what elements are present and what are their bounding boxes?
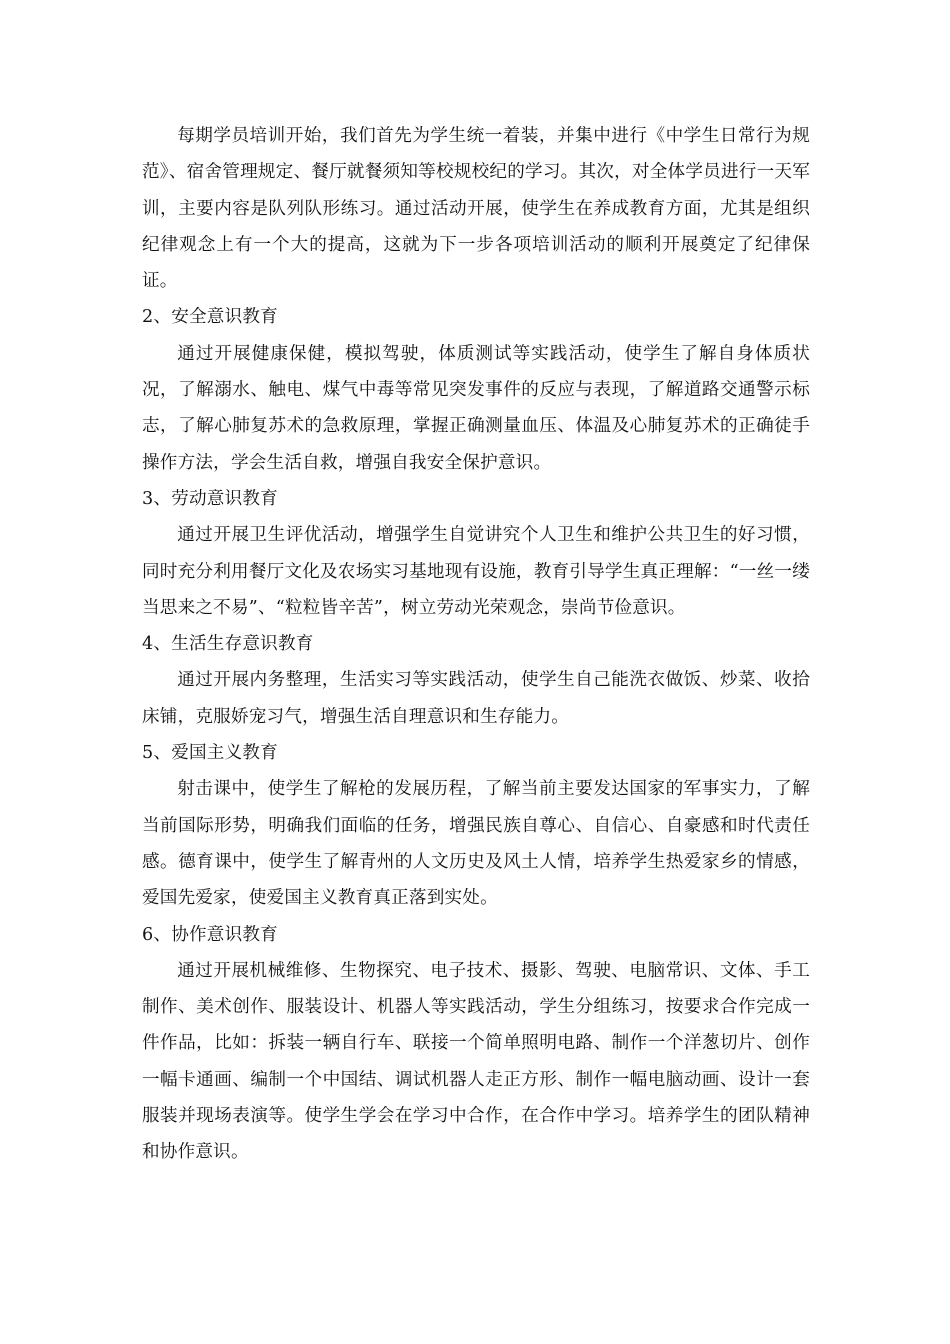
section-heading-patriotism: 5、爱国主义教育 xyxy=(142,743,278,764)
section-body-life-survival: 通过开展内务整理，生活实习等实践活动，使学生自己能洗衣做饭、炒菜、收拾床铺，克服娇宠习气，增强生活自理意识和生存能力。 xyxy=(142,670,810,727)
section-body-cooperation: 通过开展机械维修、生物探究、电子技术、摄影、驾驶、电脑常识、文体、手工制作、美术创作、服装设计、机器人等实践活动，学生分组练习，按要求合作完成一件作品，比如：拆装一辆自行车、联接一个简单照明电路、制作一个洋葱切片、创作一幅卡通画、编制一个中国结、调试机器人走正方形、制作一幅电脑动画、设计一套服装并现场表演等。使学生学会在学习中合作，在合作中学习。培养学生的团队精神和协作意识。 xyxy=(142,960,810,1163)
section-body-safety: 通过开展健康保健，模拟驾驶，体质测试等实践活动，使学生了解自身体质状况，了解溺水、触电、煤气中毒等常见突发事件的反应与表现，了解道路交通警示标志，了解心肺复苏术的急救原理，掌握正确测量血压、体温及心肺复苏术的正确徒手操作方法，学会生活自救，增强自我安全保护意识。 xyxy=(142,343,810,473)
section-heading-life-survival: 4、生活生存意识教育 xyxy=(142,634,314,655)
section-heading-safety: 2、安全意识教育 xyxy=(142,307,278,328)
section-body-labor: 通过开展卫生评优活动，增强学生自觉讲究个人卫生和维护公共卫生的好习惯，同时充分利用餐厅文化及农场实习基地现有设施，教育引导学生真正理解：“一丝一缕当思来之不易”、“粒粒皆辛苦”，树立劳动光荣观念，崇尚节俭意识。 xyxy=(142,525,810,618)
section-body-patriotism: 射击课中，使学生了解枪的发展历程，了解当前主要发达国家的军事实力，了解当前国际形势，明确我们面临的任务，增强民族自尊心、自信心、自豪感和时代责任感。德育课中，使学生了解青州的人文历史及风土人情，培养学生热爱家乡的情感，爱国先爱家，使爱国主义教育真正落到实处。 xyxy=(142,779,810,909)
section-heading-cooperation: 6、协作意识教育 xyxy=(142,924,278,945)
document-body xyxy=(142,118,810,1171)
intro-paragraph: 每期学员培训开始，我们首先为学生统一着装，并集中进行《中学生日常行为规范》、宿舍管理规定、餐厅就餐须知等校规校纪的学习。其次，对全体学员进行一天军训，主要内容是队列队形练习。通过活动开展，使学生在养成教育方面，尤其是组织纪律观念上有一个大的提高，这就为下一步各项培训活动的顺利开展奠定了纪律保证。 xyxy=(142,126,810,292)
section-heading-labor: 3、劳动意识教育 xyxy=(142,488,278,509)
